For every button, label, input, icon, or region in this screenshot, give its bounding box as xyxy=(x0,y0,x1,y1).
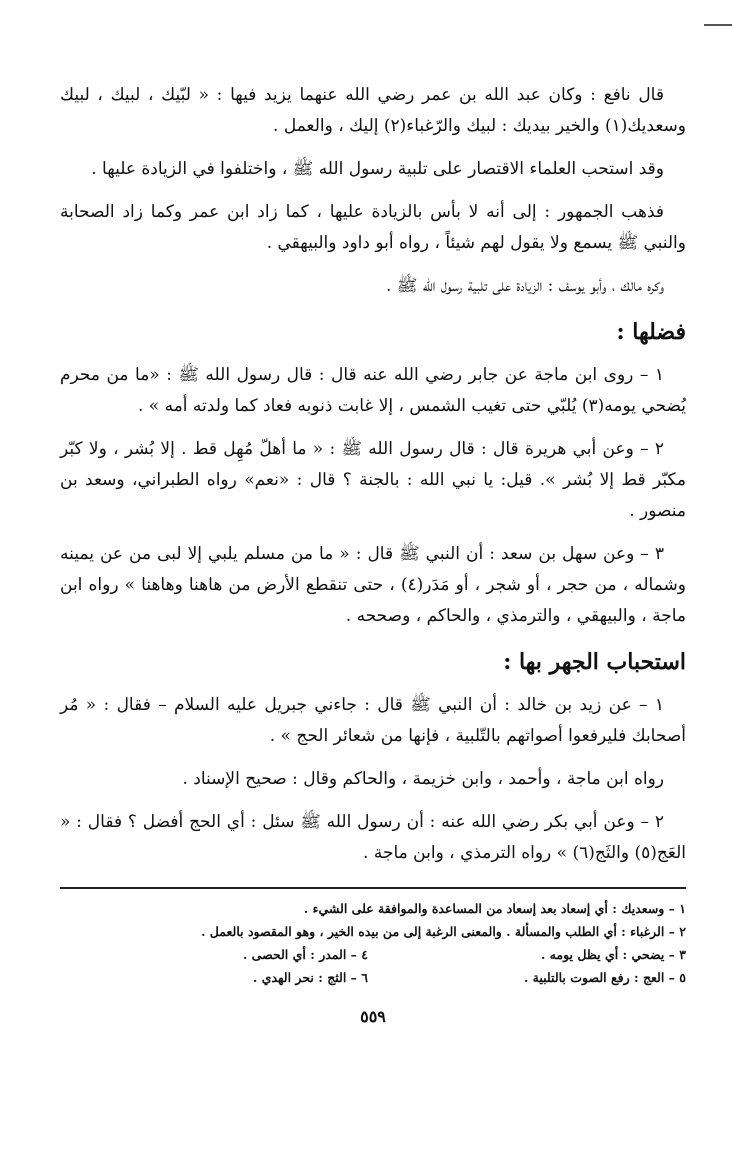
footnote-2: ٢ – الرغباء : أي الطلب والمسألة . والمعنى الرغبة إلى من بيده الخير ، وهو المقصود بالعمل . xyxy=(201,924,686,939)
section-heading-fadluha: فضلها : xyxy=(616,319,686,345)
footnote-3: ٣ – يضحي : أي يظل يومه . xyxy=(541,947,686,962)
page-number: ٥٥٩ xyxy=(360,1007,386,1026)
paragraph-jumhur: فذهب الجمهور : إلى أنه لا بأس بالزيادة عليها ، كما زاد ابن عمر وكما زاد الصحابة والنبي ﷺ يسمع ولا يقول لهم شيئاً ، رواه أبو داود والبيهقي . xyxy=(60,202,686,253)
footnote-5: ٥ – العج : رفع الصوت بالتلبية . xyxy=(523,970,686,985)
hadith-paragraph: ١ – روى ابن ماجة عن جابر رضي الله عنه قال : قال رسول الله ﷺ : «ما من محرم يُضحي يومه(٣) يُلبّي حتى تغيب الشمس ، إلا غابت ذنوبه فعاد كما ولدته أمه » . xyxy=(60,365,686,416)
hadith-paragraph: ٣ – وعن سهل بن سعد : أن النبي ﷺ قال : « ما من مسلم يلبي إلا لبى من عن يمينه وشماله ، من حجر ، أو شجر ، أو مَدَر(٤) ، حتى تنقطع الأرض من هاهنا وهاهنا » رواه ابن ماجة ، والبيهقي ، والترمذي ، والحاكم ، وصححه . xyxy=(60,544,686,626)
paragraph-istahabb: وقد استحب العلماء الاقتصار على تلبية رسول الله ﷺ ، واختلفوا في الزيادة عليها . xyxy=(91,159,664,179)
footnote-1: ١ – وسعديك : أي إسعاد بعد إسعاد من المساعدة والموافقة على الشيء . xyxy=(303,901,686,916)
paragraph-nafi: قال نافع : وكان عبد الله بن عمر رضي الله عنهما يزيد فيها : « لبّيك ، لبيك ، لبيك وسعديك(١) والخير بيديك : لبيك والرّغباء(٢) إليك ، والعمل . xyxy=(60,85,686,136)
document-page xyxy=(60,80,686,1026)
hadith-paragraph: ٢ – وعن أبي هريرة قال : قال رسول الله ﷺ : « ما أهلّ مُهِل قط . إلا بُشر ، ولا كبّر مكبّر قط إلا بُشر ». قيل: يا نبي الله : بالجنة ؟ قال : «نعم» رواه الطبراني، وسعد بن منصور . xyxy=(60,439,686,521)
section-heading-jahr: استحباب الجهر بها : xyxy=(503,649,686,675)
corner-mark xyxy=(704,24,732,26)
footnote-4: ٤ – المدر : أي الحصى . xyxy=(242,947,368,962)
footnote-6: ٦ – الثج : نحر الهدي . xyxy=(252,970,368,985)
hadith-paragraph: ٢ – وعن أبي بكر رضي الله عنه : أن رسول الله ﷺ سئل : أي الحج أفضل ؟ فقال : « العَج(٥) والثَج(٦) » رواه الترمذي ، وابن ماجة . xyxy=(60,812,686,863)
footnote-grid xyxy=(60,897,686,989)
paragraph-malik: وكره مالك ، وأبو يوسف : الزيادة على تلبية رسول الله ﷺ . xyxy=(386,276,664,296)
hadith-paragraph: ١ – عن زيد بن خالد : أن النبي ﷺ قال : جاءني جبريل عليه السلام – فقال : « مُر أصحابك فليرفعوا أصواتهم بالتّلبية ، فإنها من شعائر الحج » . xyxy=(60,695,686,746)
narration-paragraph: رواه ابن ماجة ، وأحمد ، وابن خزيمة ، والحاكم وقال : صحيح الإسناد . xyxy=(182,769,664,789)
footnotes xyxy=(60,887,686,989)
